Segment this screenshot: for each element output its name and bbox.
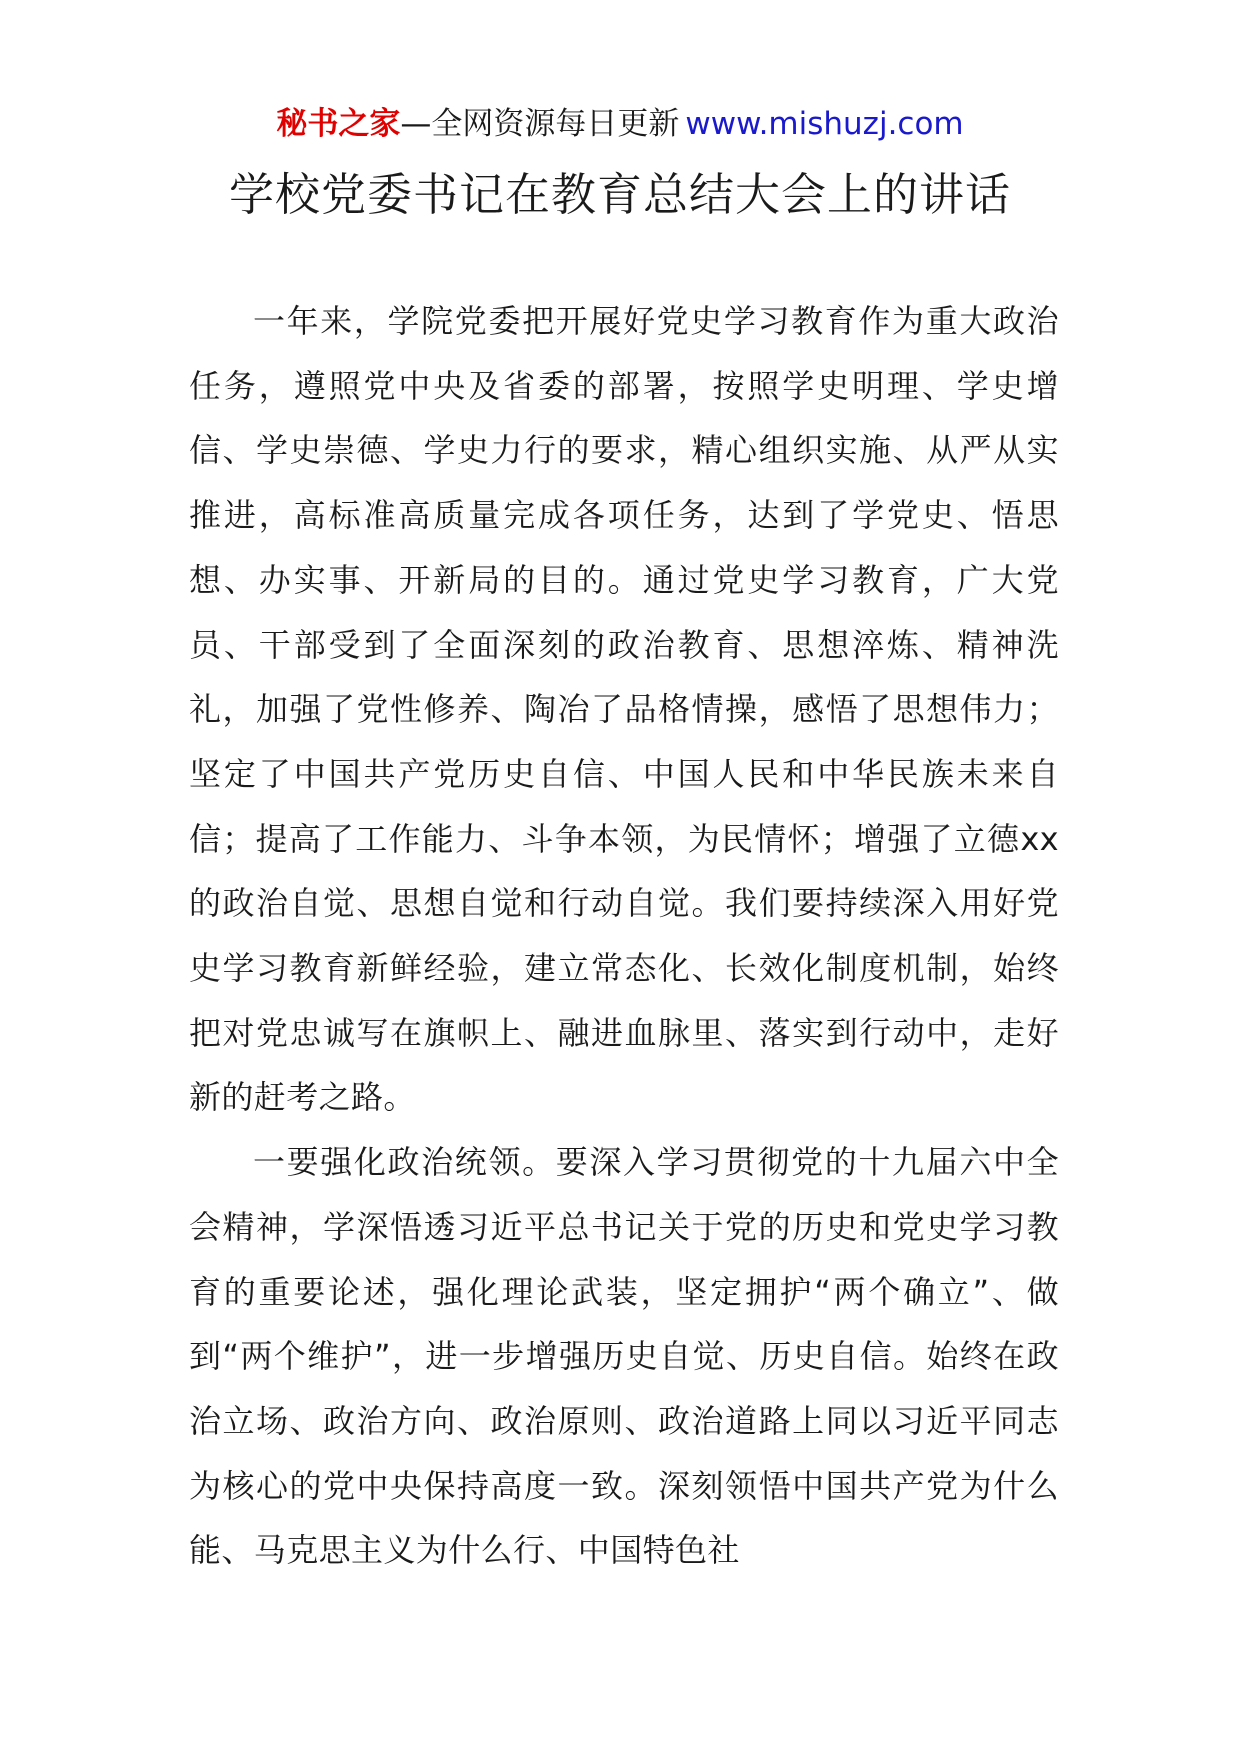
site-url[interactable]: www.mishuzj.com [685, 106, 964, 142]
banner-slogan: —全网资源每日更新 [400, 106, 680, 142]
document-title: 学校党委书记在教育总结大会上的讲话 [228, 168, 1011, 221]
paragraph-intro: 一年来，学院党委把开展好党史学习教育作为重大政治任务，遵照党中央及省委的部署，按照学史明理、学史增信、学史崇德、学史力行的要求，精心组织实施、从严从实推进，高标准高质量完成各项任务，达到了学党史、悟思想、办实事、开新局的目的。通过党史学习教育，广大党员、干部受到了全面深刻的政治教育、思想淬炼、精神洗礼，加强了党性修养、陶冶了品格情操，感悟了思想伟力；坚定了中国共产党历史自信、中国人民和中华民族未来自信；提高了工作能力、斗争本领，为民情怀；增强了立德xx的政治自觉、思想自觉和行动自觉。我们要持续深入用好党史学习教育新鲜经验，建立常态化、长效化制度机制，始终把对党忠诚写在旗帜上、融进血脉里、落实到行动中，走好新的赶考之路。 [189, 302, 1059, 1117]
document-body [189, 289, 1059, 1583]
site-banner [0, 98, 1240, 150]
paragraph-political-leadership: 一要强化政治统领。要深入学习贯彻党的十九届六中全会精神，学深悟透习近平总书记关于党的历史和党史学习教育的重要论述，强化理论武装，坚定拥护“两个确立”、做到“两个维护”，进一步增强历史自觉、历史自信。始终在政治立场、政治方向、政治原则、政治道路上同以习近平同志为核心的党中央保持高度一致。深刻领悟中国共产党为什么能、马克思主义为什么行、中国特色社 [189, 1143, 1059, 1570]
brand-name: 秘书之家 [276, 106, 401, 142]
